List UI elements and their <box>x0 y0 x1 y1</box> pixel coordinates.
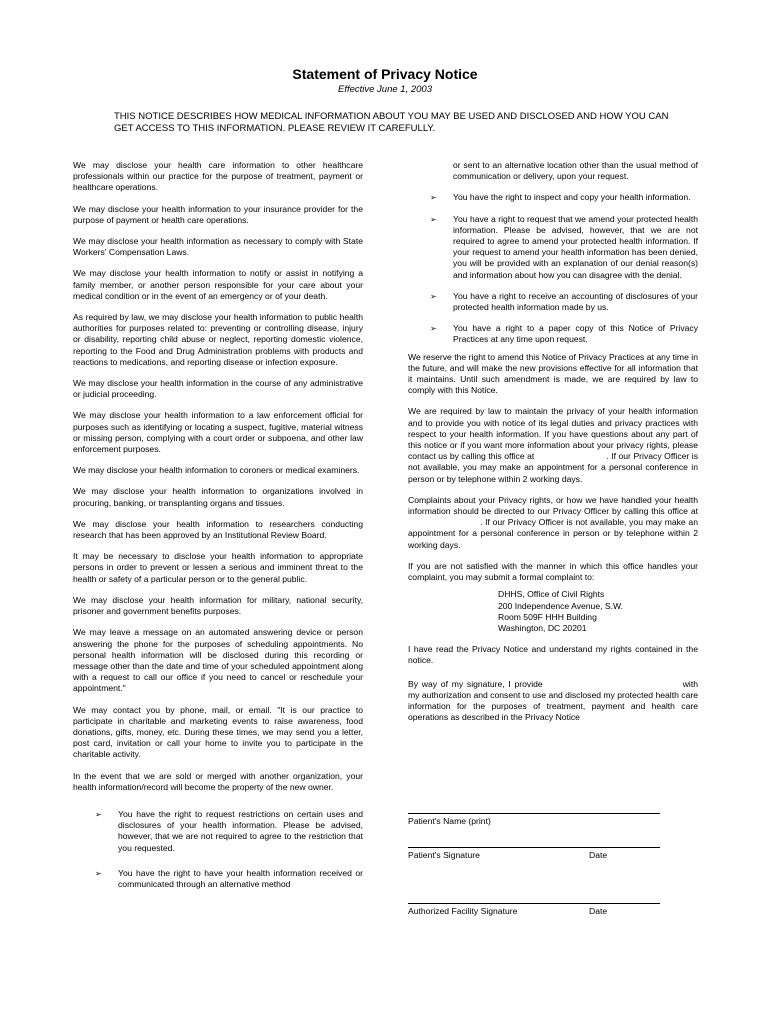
date-label: Date <box>589 850 608 860</box>
paragraph: In the event that we are sold or merged with another organization, your health information/record will become the property of the new owner. <box>73 770 363 792</box>
effective-date: Effective June 1, 2003 <box>337 84 432 95</box>
signature-line[interactable] <box>408 903 660 904</box>
paragraph: I have read the Privacy Notice and understand my rights contained in the notice. <box>408 644 698 666</box>
facility-signature-label: Authorized Facility Signature <box>408 906 518 916</box>
arrow-bullet-icon: ➢ <box>95 868 102 878</box>
paragraph: We may disclose your health information to notify or assist in notifying a family member, or another person responsible for your care about your medical condition or in the event of an emergency or of your death. <box>73 268 363 301</box>
arrow-bullet-icon: ➢ <box>430 193 437 203</box>
paragraph: It may be necessary to disclose your health information to appropriate persons in order to prevent or lessen a serious and imminent threat to the health or safety of a particular person or to the general public. <box>73 551 363 584</box>
notice-heading: THIS NOTICE DESCRIBES HOW MEDICAL INFORMATION ABOUT YOU MAY BE USED AND DISCLOSED AND HOW YOU CAN GET ACCESS TO THIS INFORMATION. PLEASE REVIEW IT CAREFULLY. <box>114 111 669 134</box>
paragraph: or sent to an alternative location other than the usual method of communication or delivery, upon your request. <box>453 160 698 182</box>
paragraph: We may disclose your health information to a law enforcement official for purposes such as identifying or locating a suspect, fugitive, material witness or missing person, complying with a court order or subpoena, and other law enforcement purposes. <box>73 410 363 455</box>
list-item: ➢ You have the right to request restrictions on certain uses and disclosures of your health information. Please be advised, however, that we are not required to agree to the restriction that you requested. <box>73 809 363 854</box>
signature-line[interactable] <box>408 813 660 814</box>
paragraph: We may disclose your health information to coroners or medical examiners. <box>73 465 360 476</box>
patient-name-label: Patient's Name (print) <box>408 816 491 826</box>
paragraph: We reserve the right to amend this Notice of Privacy Practices at any time in the future, and will make the new provisions effective for all information that it maintains. Until such amendment is made, we are required by law to comply with this Notice. <box>408 351 698 396</box>
paragraph: We may leave a message on an automated answering device or person answering the phone for the purposes of scheduling appointments. No personal health information will be disclosed during this recording or message other than the date and time of your scheduled appointment along with a request to call our office if you need to cancel or reschedule your appointment." <box>73 627 363 694</box>
arrow-bullet-icon: ➢ <box>95 809 102 819</box>
date-label: Date <box>589 906 608 916</box>
list-item: ➢ You have the right to have your health information received or communicated through an alternative method <box>73 868 363 890</box>
left-column <box>73 160 363 900</box>
paragraph: We may disclose your health information in the course of any administrative or judicial proceeding. <box>73 378 363 400</box>
signature-line[interactable] <box>408 847 660 848</box>
paragraph: We may disclose your health information as necessary to comply with State Workers' Compensation Laws. <box>73 236 363 258</box>
arrow-bullet-icon: ➢ <box>430 324 437 334</box>
paragraph: As required by law, we may disclose your health information to public health authorities for purposes related to: preventing or controlling disease, injury or disability, reporting child abuse or neglect, reporting domestic violence, reporting to the Food and Drug Administration problems with products and reactions to medications, and reporting disease or infection exposure. <box>73 312 363 367</box>
paragraph: If you are not satisfied with the manner in which this office handles your complaint, you may submit a formal complaint to: <box>408 560 698 583</box>
page-title: Statement of Privacy Notice <box>292 66 478 82</box>
paragraph: We may disclose your health information to researchers conducting research that has been approved by an Institutional Review Board. <box>73 518 363 541</box>
paragraph: We may disclose your health information to your insurance provider for the purpose of payment or health care operations. <box>73 203 363 225</box>
list-item: ➢ You have the right to inspect and copy your health information. <box>408 192 698 203</box>
arrow-bullet-icon: ➢ <box>430 214 437 224</box>
paragraph: We may contact you by phone, mail, or email. "It is our practice to participate in charitable and marketing events to raise awareness, food donations, gifts, money, etc. During these times, we may send you a letter, post card, invitation or call your home to invite you to participate in the charitable activity. <box>73 704 363 760</box>
arrow-bullet-icon: ➢ <box>430 291 437 301</box>
list-item: ➢ You have a right to request that we amend your protected health information. Please be advised, however, that we are not required to agree to amend your protected health information. If your request to amend your health information has been denied, you will be provided with an explanation of our denial reason(s) and information about how you can disagree with the denial. <box>408 214 698 281</box>
paragraph: We may disclose your health information for military, national security, prisoner and government benefits purposes. <box>73 594 363 617</box>
paragraph: Complaints about your Privacy rights, or how we have handled your health information should be directed to our Privacy Officer by calling this office at. If our Privacy Officer is not available, you may make an appointment for a personal conference in person or by telephone within 2 working days. <box>408 494 699 550</box>
list-item: ➢ You have a right to receive an accounting of disclosures of your protected health information made by us. <box>408 291 698 313</box>
list-item: ➢ You have a right to a paper copy of this Notice of Privacy Practices at any time upon request. <box>408 323 698 345</box>
paragraph: We are required by law to maintain the privacy of your health information and to provide you with notice of its legal duties and privacy practices with respect to your health information. If you have questions about any part of this notice or if you want more information about your privacy rights, please contact us by calling this office at . If our Privacy Officer is not available, you may make an appointment for a personal conference in person or by telephone within 2 working days. <box>408 406 699 484</box>
paragraph: We may disclose your health care information to other healthcare professionals within our practice for the purpose of treatment, payment or healthcare operations. <box>73 160 363 193</box>
consent-paragraph: By way of my signature, I provide with my authorization and consent to use and disclosed my protected health care information for the purposes of treatment, payment and health care operations as described in the Privacy Notice <box>408 678 698 723</box>
paragraph: We may disclose your health information to organizations involved in procuring, banking, or transplanting organs and tissues. <box>73 486 363 508</box>
patient-signature-label: Patient's Signature <box>408 850 480 860</box>
right-column <box>408 160 698 733</box>
mailing-address: DHHS, Office of Civil Rights 200 Independence Avenue, S.W. Room 509F HHH Building Washington, DC 20201 <box>498 589 624 633</box>
